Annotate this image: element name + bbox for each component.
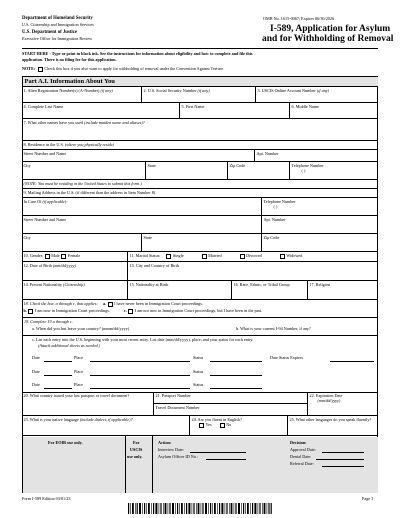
- agency-name: Department of Homeland Security: [22, 16, 93, 21]
- entry2-status[interactable]: Status: [193, 369, 204, 374]
- ethnic-group-field[interactable]: 16. Race, Ethnic, or Tribal Group: [232, 281, 308, 300]
- interview-date-label: Interview Date:: [158, 447, 185, 452]
- gender-field: 10. Gender: Male Female: [22, 252, 128, 262]
- entry3-date[interactable]: Date: [32, 382, 40, 387]
- nationality-field[interactable]: 14. Present Nationality (Citizenship): [22, 281, 128, 300]
- q19c-note: (Attach additional sheets as needed.): [38, 343, 100, 348]
- cat-checkbox[interactable]: [38, 67, 43, 72]
- ssn-field[interactable]: 2. U.S. Social Security Number (if any): [142, 87, 256, 103]
- page-number: Page 1: [362, 496, 374, 501]
- a-number-field[interactable]: 1. Alien Registration Number(s) (A-Number) (if any): [22, 87, 142, 103]
- widowed-checkbox[interactable]: [280, 254, 285, 259]
- in-care-of-field[interactable]: In Care Of (if applicable):: [22, 198, 262, 216]
- header-rule: [22, 48, 378, 49]
- part-ai-title: Part A.I. Information About You: [23, 77, 378, 87]
- married-checkbox[interactable]: [202, 254, 207, 259]
- marital-status-field: 11. Marital Status: Single Married Divorced Widowed: [128, 252, 378, 262]
- q19c-label: c. List each entry into the U.S. beginning with your most recent entry. List date (mm/dd/yyyy), place, and your status for each entry.: [32, 337, 254, 342]
- uscis-name: U.S. Citizenship and Immigration Services: [22, 22, 94, 27]
- uscis-account-field[interactable]: 3. USCIS Online Account Number (if any): [256, 87, 378, 103]
- english-no-checkbox[interactable]: [220, 423, 225, 428]
- never-in-court-checkbox[interactable]: [108, 302, 113, 307]
- passport-number-field[interactable]: 21. Passport Number: [154, 392, 308, 404]
- action-label: Action:: [158, 440, 172, 445]
- form-edition: Form I-589 Edition 03/01/23: [22, 496, 71, 501]
- eoir-name: Executive Office for Immigration Review: [22, 36, 93, 41]
- native-language-field[interactable]: 23. What is your native language (include dialect, if applicable)?: [22, 416, 190, 436]
- entry2-place[interactable]: Place: [74, 369, 84, 374]
- residence-state-field[interactable]: State: [146, 162, 228, 180]
- mailing-phone-field[interactable]: Telephone Number ( ): [262, 198, 378, 216]
- omb-number: OMB No. 1615-0067; Expires 06/30/2026: [263, 16, 335, 21]
- divorced-checkbox[interactable]: [240, 254, 245, 259]
- other-languages-field[interactable]: 25. What other languages do you speak fluently?: [288, 416, 378, 436]
- expiration-date-field[interactable]: 22. Expiration Date (mm/dd/yyyy): [308, 392, 378, 416]
- entry1-status[interactable]: Status: [193, 355, 204, 360]
- english-yes-checkbox[interactable]: [199, 423, 204, 428]
- uscis-label: USCIS: [130, 447, 143, 452]
- note-text: Check this box if you also want to apply for withholding of removal under the Convention Against Torture.: [44, 66, 224, 71]
- form-title-line1: I-589, Application for Asylum: [270, 24, 391, 34]
- mailing-zip-field[interactable]: Zip Code: [262, 234, 378, 252]
- single-checkbox[interactable]: [166, 254, 171, 259]
- entry2-date[interactable]: Date: [32, 369, 40, 374]
- birth-place-field[interactable]: 13. City and Country of Birth: [128, 262, 378, 281]
- decision-label: Decision:: [290, 440, 307, 445]
- residence-phone-field[interactable]: Telephone Number ( ): [290, 162, 378, 180]
- form-title-line2: and for Withholding of Removal: [262, 34, 394, 44]
- instructions-line1: START HERE - Type or print in black ink. See the instructions for information about eligibility and how to complete and file this: [22, 51, 253, 56]
- approval-date-label: Approval Date:: [290, 447, 316, 452]
- q19-divider: [22, 335, 378, 336]
- entry3-status[interactable]: Status: [193, 382, 204, 387]
- denial-date-label: Denial Date:: [290, 454, 312, 459]
- mailing-state-field[interactable]: State: [142, 234, 262, 252]
- mailing-apt-field[interactable]: Apt. Number: [262, 216, 378, 234]
- birth-nationality-field[interactable]: 15. Nationality at Birth: [128, 281, 232, 300]
- note-label: NOTE:: [22, 66, 36, 71]
- residence-zip-field[interactable]: Zip Code: [228, 162, 290, 180]
- mailing-city-field[interactable]: City: [22, 234, 142, 252]
- religion-field[interactable]: 17. Religion: [308, 281, 378, 300]
- entry3-place[interactable]: Place: [74, 382, 84, 387]
- residence-apt-field[interactable]: Apt. Number: [255, 150, 378, 162]
- officer-id-label: Asylum Officer ID No.:: [158, 454, 199, 459]
- residence-street-field[interactable]: Street Number and Name: [22, 150, 255, 162]
- residence-label: 8. Residence in the U.S. (where you physically reside): [22, 141, 378, 150]
- cat-note: [22, 66, 224, 72]
- residence-note: (NOTE: You must be residing in the United States to submit this form.): [22, 180, 378, 189]
- entry1-place[interactable]: Place: [74, 355, 84, 360]
- last-name-field[interactable]: 4. Complete Last Name: [22, 103, 180, 119]
- entry1-date[interactable]: Date: [32, 355, 40, 360]
- first-name-field[interactable]: 5. First Name: [180, 103, 290, 119]
- eoir-use-only: For EOIR use only.: [48, 440, 83, 445]
- entry1-expires[interactable]: Date Status Expires: [270, 355, 304, 360]
- travel-document-field[interactable]: Travel Document Number: [154, 404, 308, 416]
- instructions-line2: application. There is no filing fee for this application.: [22, 57, 117, 62]
- doj-name: U.S. Department of Justice: [22, 30, 78, 35]
- passport-country-field[interactable]: 20. What country issued your last passport or travel document?: [22, 392, 154, 416]
- q19a-label[interactable]: a. When did you last leave your country? (mmm/dd/yyyy): [32, 326, 130, 331]
- mailing-label: 9. Mailing Address in the U.S. (if different than the address in Item Number 8): [22, 189, 378, 198]
- use-only-label: use only.: [127, 454, 143, 459]
- english-fluent-field: 24. Are you fluent in English? Yes No: [190, 416, 288, 436]
- dob-field[interactable]: 12. Date of Birth (mm/dd/yyyy): [22, 262, 128, 281]
- mailing-street-field[interactable]: Street Number and Name: [22, 216, 262, 234]
- barcode: [128, 503, 272, 514]
- other-names-field[interactable]: 7. What other names have you used (include maiden name and aliases)?: [22, 119, 378, 141]
- past-court-checkbox[interactable]: [128, 309, 133, 314]
- female-checkbox[interactable]: [61, 254, 66, 259]
- court-proceedings-field: 18. Check the box, a through c, that applies: a. I have never been in Immigration Court proceedings. b. I am now in Immigration Court proceedings. c. I am not now in Immigration Court proceedings, but I have been in the past.: [22, 300, 378, 318]
- male-checkbox[interactable]: [45, 254, 50, 259]
- q19b-label[interactable]: b. What is your current I-94 Number, if any?: [236, 326, 311, 331]
- referral-date-label: Referral Date:: [290, 461, 314, 466]
- q19-label: 19. Complete 19 a through c.: [24, 319, 73, 324]
- now-in-court-checkbox[interactable]: [28, 309, 33, 314]
- middle-name-field[interactable]: 6. Middle Name: [290, 103, 378, 119]
- for-label: For: [133, 440, 140, 445]
- residence-city-field[interactable]: City: [22, 162, 146, 180]
